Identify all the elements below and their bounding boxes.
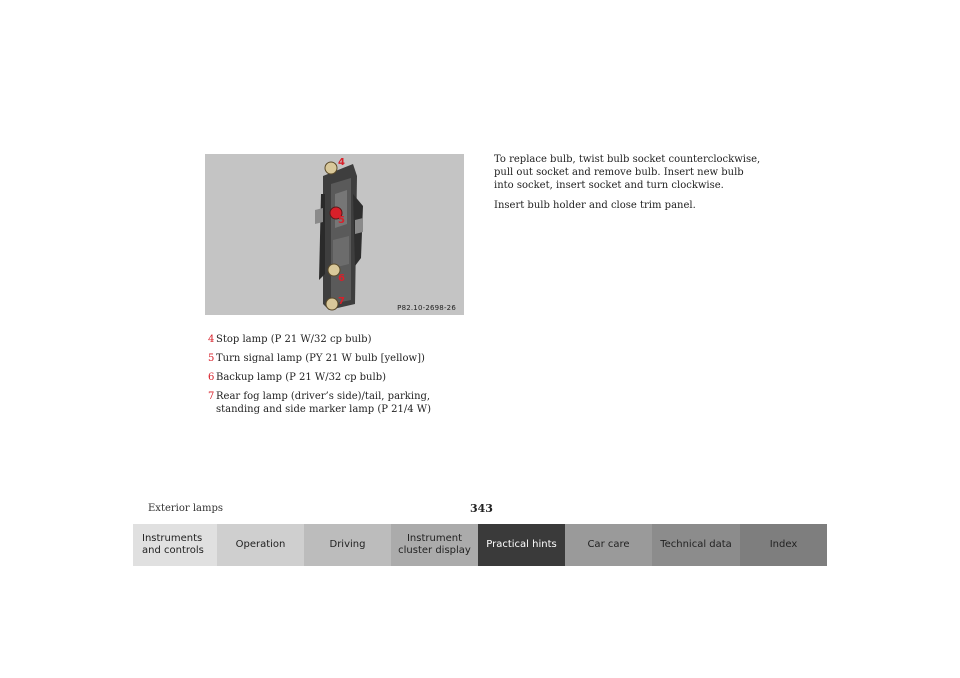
legend-text: Turn signal lamp (PY 21 W bulb [yellow]) — [216, 353, 425, 364]
legend-item — [208, 352, 473, 365]
section-title: Exterior lamps — [148, 503, 224, 514]
nav-tab-practical-hints[interactable]: Practical hints — [478, 524, 565, 566]
legend-number: 7 — [208, 391, 215, 402]
legend-item — [208, 333, 473, 346]
legend-text: Stop lamp (P 21 W/32 cp bulb) — [216, 334, 372, 345]
legend-text: Rear fog lamp (driver’s side)/tail, parking, standing and side marker lamp (P 21/4 W) — [216, 391, 431, 415]
legend-number: 4 — [208, 334, 215, 345]
nav-tab-operation[interactable]: Operation — [217, 524, 304, 566]
instruction-paragraph: Insert bulb holder and close trim panel. — [494, 200, 696, 211]
page-number: 343 — [470, 502, 493, 515]
callout-5: 5 — [338, 215, 345, 226]
legend-text: Backup lamp (P 21 W/32 cp bulb) — [216, 372, 386, 383]
instruction-paragraph: To replace bulb, twist bulb socket counterclockwise, pull out socket and remove bulb. Insert new bulb into socket, insert socket and turn clockwise. — [494, 154, 761, 191]
nav-tab-index[interactable]: Index — [740, 524, 827, 566]
instructions — [494, 153, 766, 219]
legend-item — [208, 390, 473, 416]
nav-tab-car-care[interactable]: Car care — [565, 524, 652, 566]
legend-number: 6 — [208, 372, 215, 383]
bulb-legend — [208, 333, 473, 422]
bulb-7 — [326, 298, 338, 310]
legend-number: 5 — [208, 353, 215, 364]
bulb-4 — [325, 162, 337, 174]
legend-item — [208, 371, 473, 384]
bulb-holder-figure — [205, 154, 464, 315]
nav-tab-instrument-cluster-display[interactable]: Instrument cluster display — [391, 524, 478, 566]
nav-tab-instruments-and-controls[interactable]: Instruments and controls — [133, 524, 217, 566]
figure-code: P82.10-2698-26 — [397, 304, 456, 312]
callout-7: 7 — [338, 296, 345, 307]
chapter-nav — [133, 524, 827, 566]
callout-4: 4 — [338, 157, 345, 168]
callout-6: 6 — [338, 273, 345, 284]
nav-tab-driving[interactable]: Driving — [304, 524, 391, 566]
bulb-holder-illustration — [205, 154, 464, 315]
nav-tab-technical-data[interactable]: Technical data — [652, 524, 740, 566]
